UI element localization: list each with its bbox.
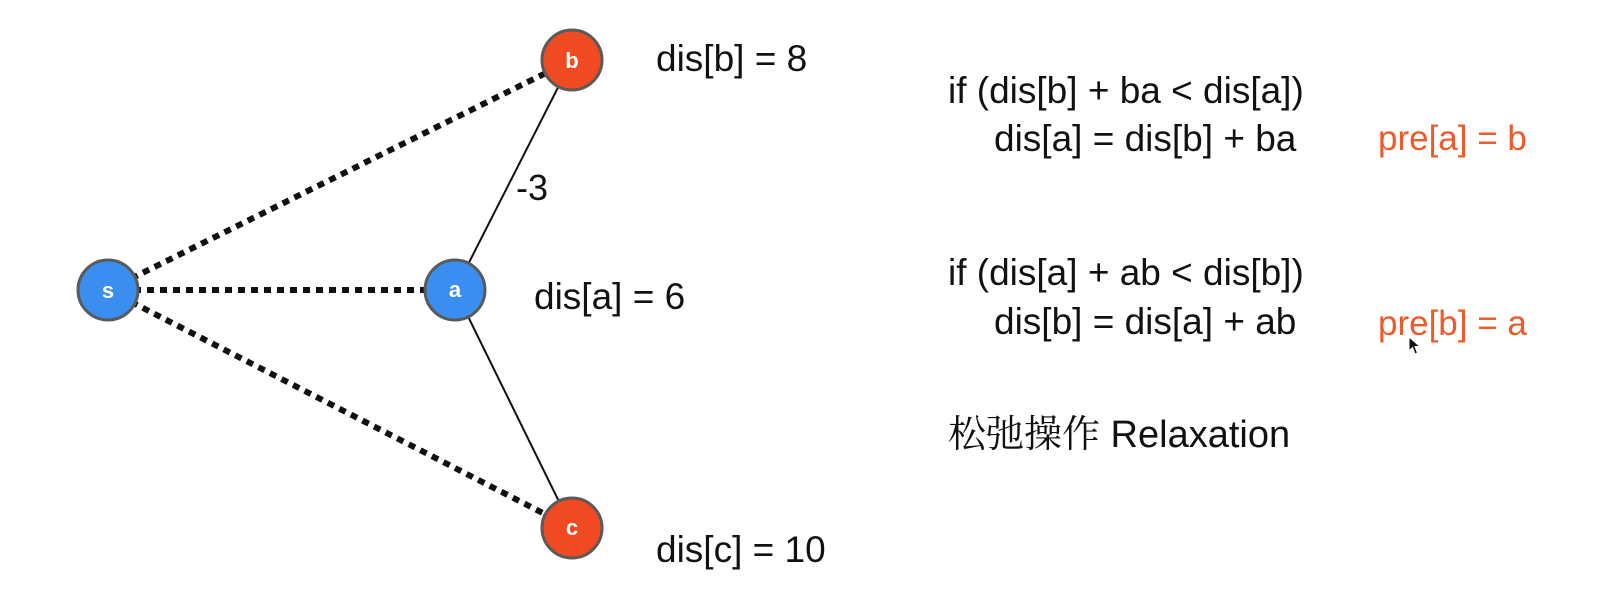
node-b xyxy=(542,30,602,90)
node-c-label: c xyxy=(565,515,579,540)
node-s xyxy=(78,260,138,320)
edge-weight-label: -3 xyxy=(516,167,549,208)
node-b-label: b xyxy=(565,48,579,73)
node-a-label: a xyxy=(448,277,462,302)
rule-1-predecessor: pre[a] = b xyxy=(1378,119,1527,158)
rule-1-assignment: dis[a] = dis[b] + ba xyxy=(994,118,1297,159)
edge-a-c xyxy=(455,290,572,528)
rule-2-condition: if (dis[a] + ab < dis[b]) xyxy=(948,252,1304,293)
rule-1-condition: if (dis[b] + ba < dis[a]) xyxy=(948,70,1304,111)
distance-c: dis[c] = 10 xyxy=(656,529,826,570)
edge-s-c xyxy=(108,290,572,528)
distance-a: dis[a] = 6 xyxy=(534,276,686,317)
rule-2-assignment: dis[b] = dis[a] + ab xyxy=(994,301,1297,342)
node-s-label: s xyxy=(101,278,115,303)
rule-2-predecessor: pre[b] = a xyxy=(1378,304,1527,343)
node-c xyxy=(542,498,602,558)
mouse-cursor-icon xyxy=(1408,336,1422,356)
node-a xyxy=(425,260,485,320)
edge-b-a xyxy=(455,60,572,290)
distance-b: dis[b] = 8 xyxy=(656,38,808,79)
caption-relaxation: 松弛操作 Relaxation xyxy=(948,414,1291,456)
edge-s-b xyxy=(108,60,572,290)
